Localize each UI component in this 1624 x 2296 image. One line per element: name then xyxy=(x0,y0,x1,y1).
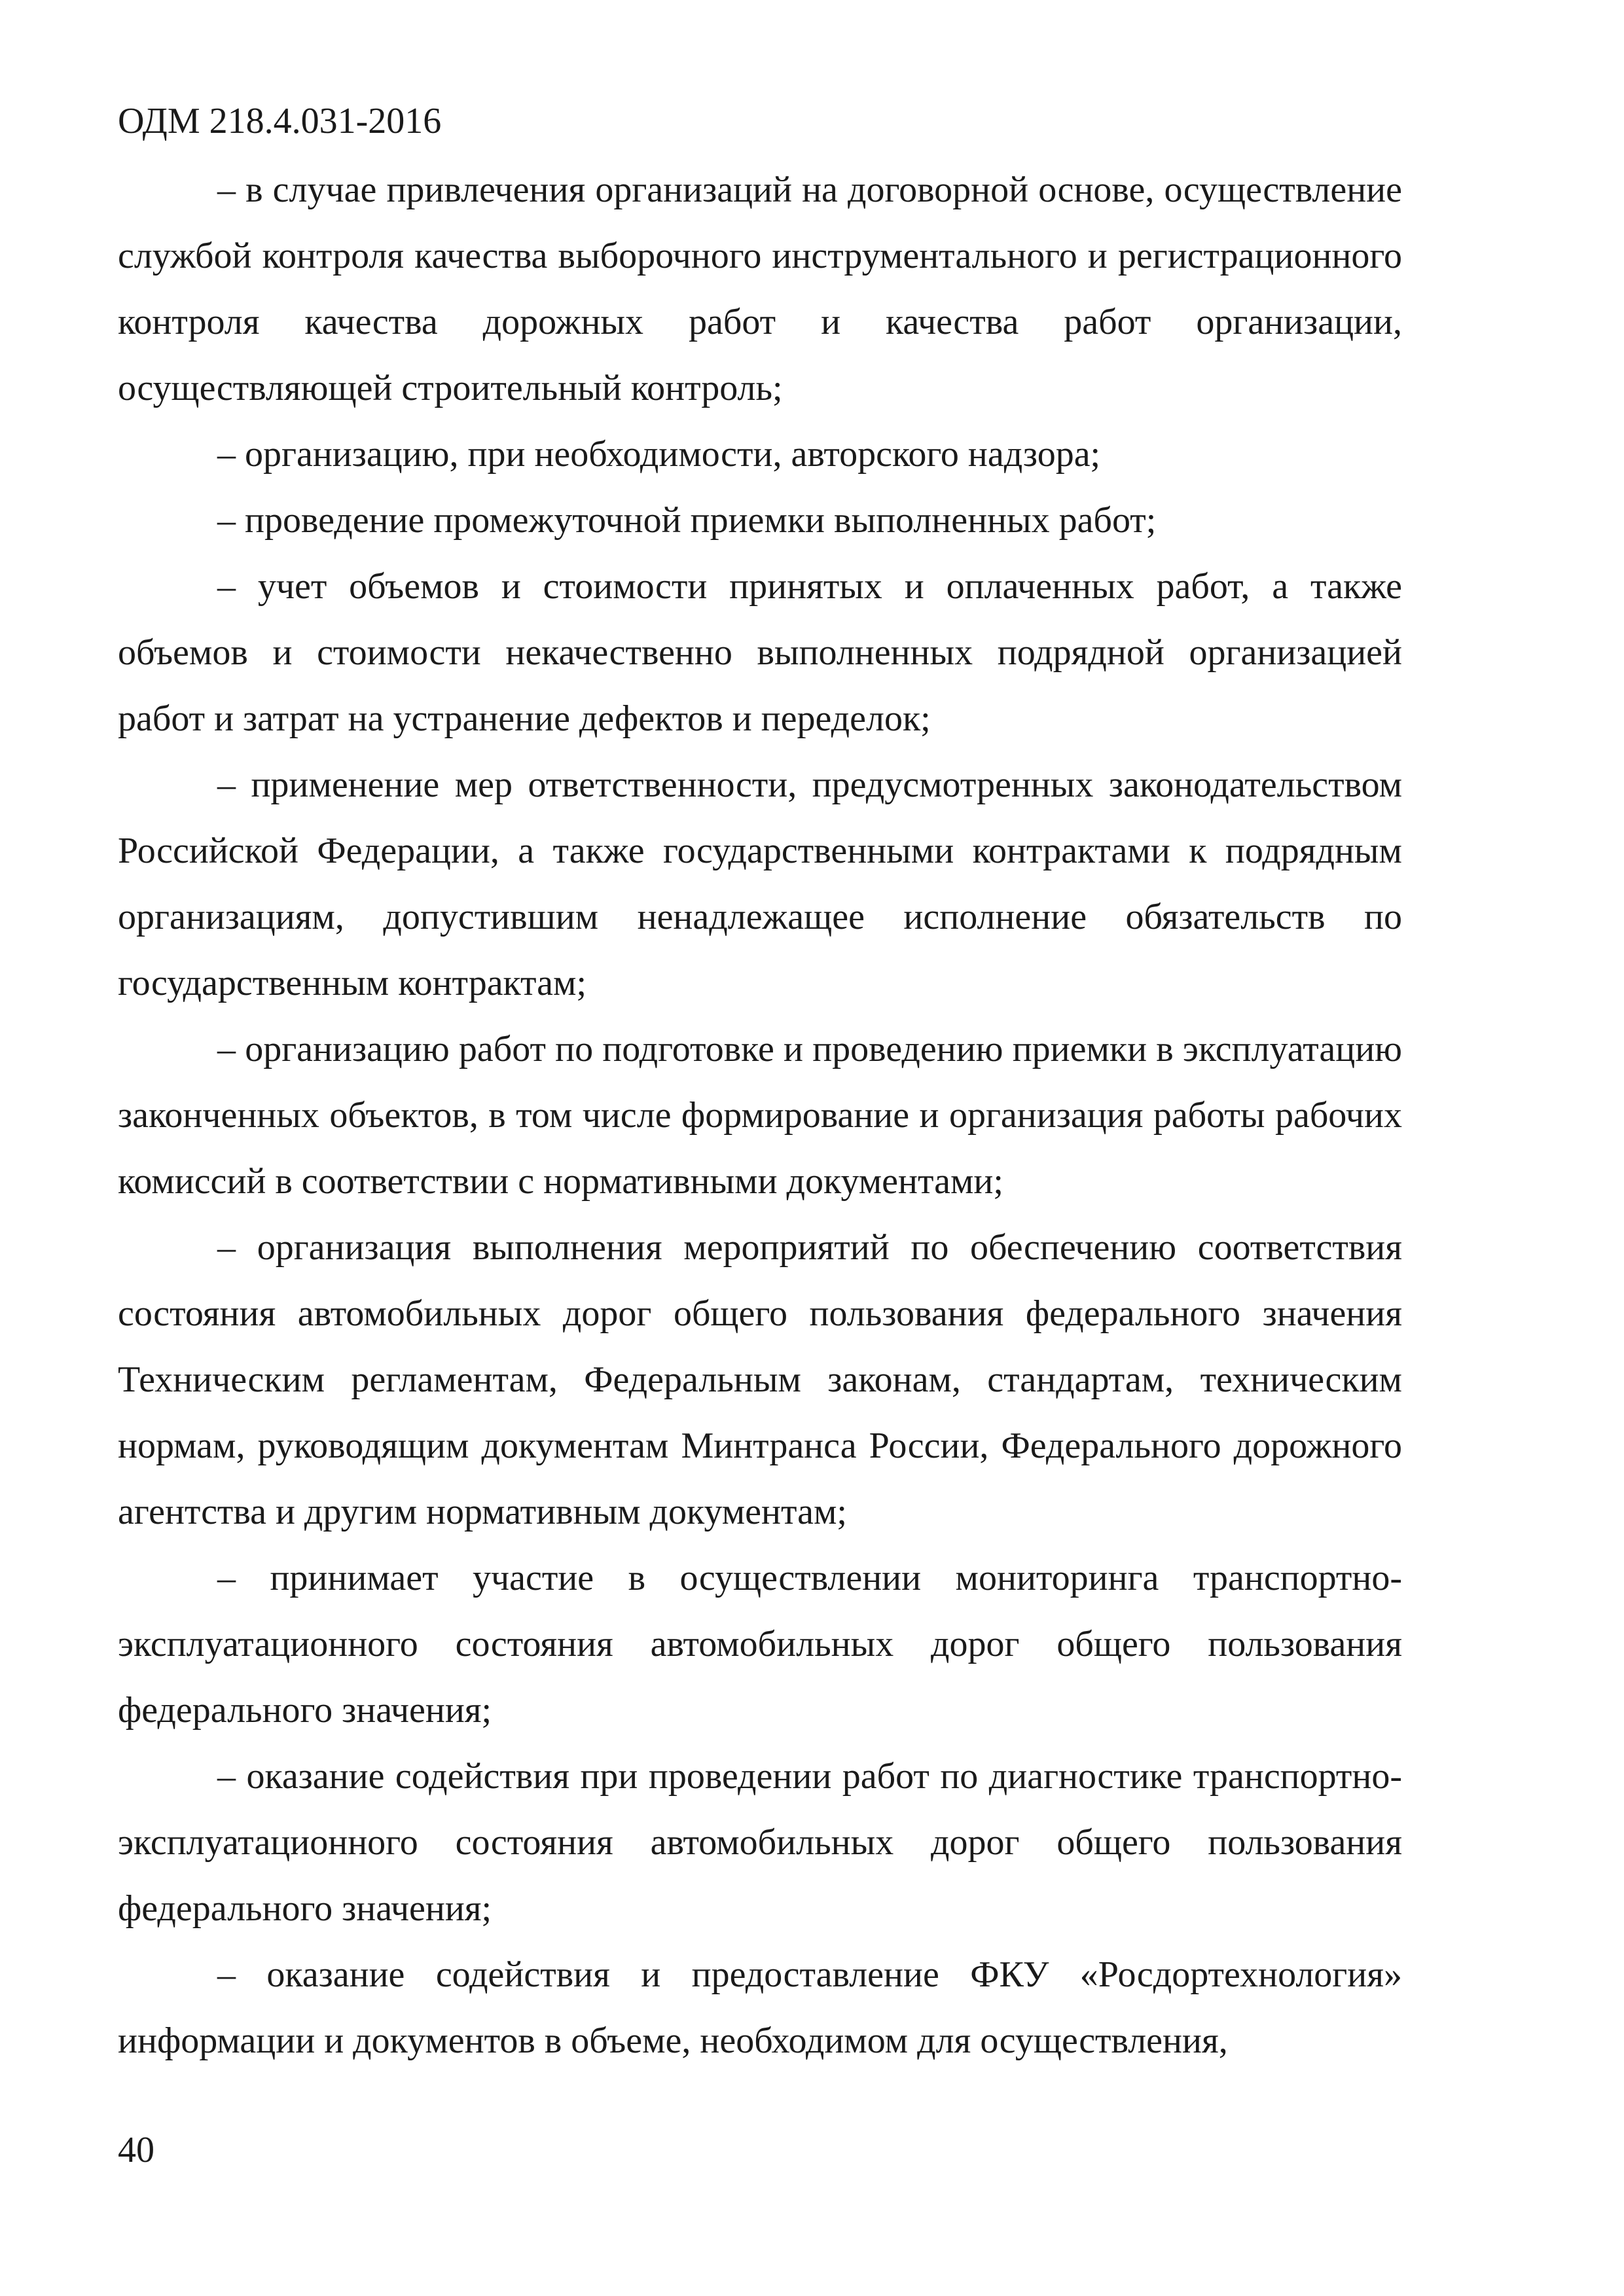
list-item: – принимает участие в осуществлении мониторинга транспортно-эксплуатационного состояния автомобильных дорог общего пользования федерального значения; xyxy=(118,1558,1402,1731)
list-item: – проведение промежуточной приемки выполненных работ; xyxy=(217,500,1157,541)
list-item: – организацию работ по подготовке и проведению приемки в эксплуатацию законченных объектов, в том числе формирование и организация работы рабочих комиссий в соответствии с нормативными документами; xyxy=(118,1029,1402,1202)
list-item: – учет объемов и стоимости принятых и оплаченных работ, а также объемов и стоимости некачественно выполненных подрядной организацией работ и затрат на устранение дефектов и переделок; xyxy=(118,566,1402,739)
list-item: – организацию, при необходимости, авторского надзора; xyxy=(217,434,1101,475)
list-item: – применение мер ответственности, предусмотренных законодательством Российской Федерации, а также государственными контрактами к подрядным организациям, допустившим ненадлежащее исполнение обязательств по государственным контрактам; xyxy=(118,764,1402,1003)
list-item: – оказание содействия и предоставление ФКУ «Росдортехнология» информации и документов в объеме, необходимом для осуществления, xyxy=(118,1954,1402,2061)
page-number: 40 xyxy=(118,2130,154,2170)
list-item: – организация выполнения мероприятий по обеспечению соответствия состояния автомобильных дорог общего пользования федерального значения Техническим регламентам, Федеральным законам, стандартам, техническим нормам, руководящим документам Минтранса России, Федерального дорожного агентства и другим нормативным документам; xyxy=(118,1227,1402,1532)
list-item: – в случае привлечения организаций на договорной основе, осуществление службой контроля качества выборочного инструментального и регистрационного контроля качества дорожных работ и качества работ организации, осуществляющей строительный контроль; xyxy=(118,170,1402,408)
list-item: – оказание содействия при проведении работ по диагностике транспортно-эксплуатационного состояния автомобильных дорог общего пользования федерального значения; xyxy=(118,1756,1402,1929)
document-code: ОДМ 218.4.031-2016 xyxy=(118,101,442,141)
body-text xyxy=(118,157,1402,2074)
